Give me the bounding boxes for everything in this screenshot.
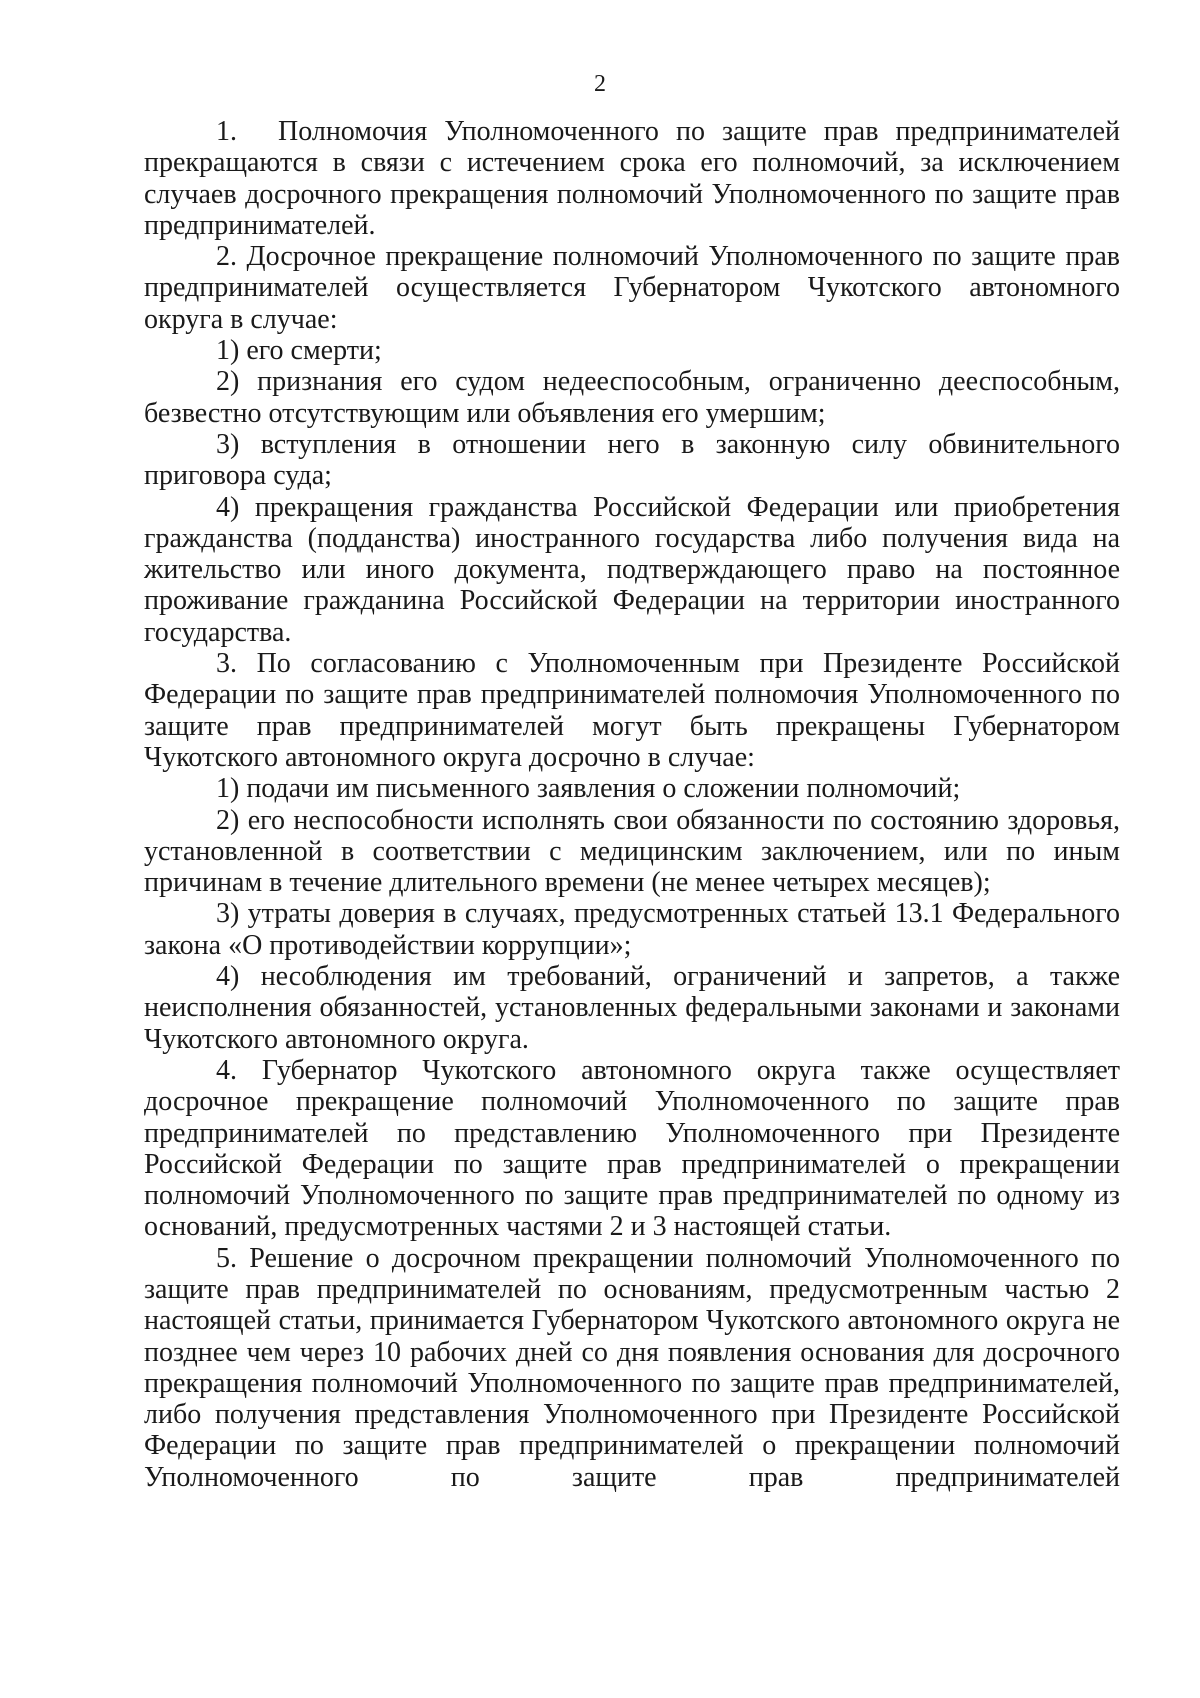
- paragraph-3: 3. По согласованию с Уполномоченным при Президенте Российской Федерации по защите прав предпринимателей полномочия Уполномоченного по защите прав предпринимателей могут быть прекращены Губернатором Чукотского автономного округа досрочно в случае:: [144, 648, 1120, 773]
- paragraph-2-item-1: 1) его смерти;: [216, 335, 382, 367]
- paragraph-3-item-2: 2) его неспособности исполнять свои обязанности по состоянию здоровья, установленной в соответствии с медицинским заключением, или по иным причинам в течение длительного времени (не менее четырех месяцев);: [144, 804, 1120, 899]
- paragraph-5: 5. Решение о досрочном прекращении полномочий Уполномоченного по защите прав предпринимателей по основаниям, предусмотренным частью 2 настоящей статьи, принимается Губернатором Чукотского автономного округа не позднее чем через 10 рабочих дней со дня появления основания для досрочного прекращения полномочий Уполномоченного по защите прав предпринимателей, либо получения представления Уполномоченного при Президенте Российской Федерации по защите прав предпринимателей о прекращении полномочий Уполномоченного по защите прав предпринимателей: [144, 1242, 1120, 1493]
- paragraph-1-text: Полномочия Уполномоченного по защите прав предпринимателей прекращаются в связи с истечением срока его полномочий, за исключением случаев досрочного прекращения полномочий Уполномоченного по защите прав предпринимателей.: [144, 116, 1120, 241]
- paragraph-1: [144, 116, 1120, 241]
- paragraph-2-item-3: 3) вступления в отношении него в законную силу обвинительного приговора суда;: [144, 428, 1120, 492]
- document-body: [144, 116, 1120, 1493]
- paragraph-3-item-1: 1) подачи им письменного заявления о сложении полномочий;: [216, 773, 961, 805]
- paragraph-1-number: 1.: [216, 116, 237, 147]
- paragraph-3-item-4: 4) несоблюдения им требований, ограничений и запретов, а также неисполнения обязанностей, установленных федеральными законами и законами Чукотского автономного округа.: [144, 961, 1120, 1055]
- page-number: 2: [594, 71, 606, 97]
- paragraph-2-item-2: 2) признания его судом недееспособным, ограниченно дееспособным, безвестно отсутствующим или объявления его умершим;: [144, 366, 1120, 429]
- paragraph-3-item-3: 3) утраты доверия в случаях, предусмотренных статьей 13.1 Федерального закона «О противодействии коррупции»;: [144, 898, 1120, 961]
- paragraph-2: 2. Досрочное прекращение полномочий Уполномоченного по защите прав предпринимателей осуществляется Губернатором Чукотского автономного округа в случае:: [144, 241, 1120, 335]
- paragraph-2-item-4: 4) прекращения гражданства Российской Федерации или приобретения гражданства (подданства) иностранного государства либо получения вида на жительство или иного документа, подтверждающего право на постоянное проживание гражданина Российской Федерации на территории иностранного государства.: [144, 491, 1120, 648]
- paragraph-4: 4. Губернатор Чукотского автономного округа также осуществляет досрочное прекращение полномочий Уполномоченного по защите прав предпринимателей по представлению Уполномоченного при Президенте Российской Федерации по защите прав предпринимателей о прекращении полномочий Уполномоченного по защите прав предпринимателей по одному из оснований, предусмотренных частями 2 и 3 настоящей статьи.: [144, 1054, 1120, 1243]
